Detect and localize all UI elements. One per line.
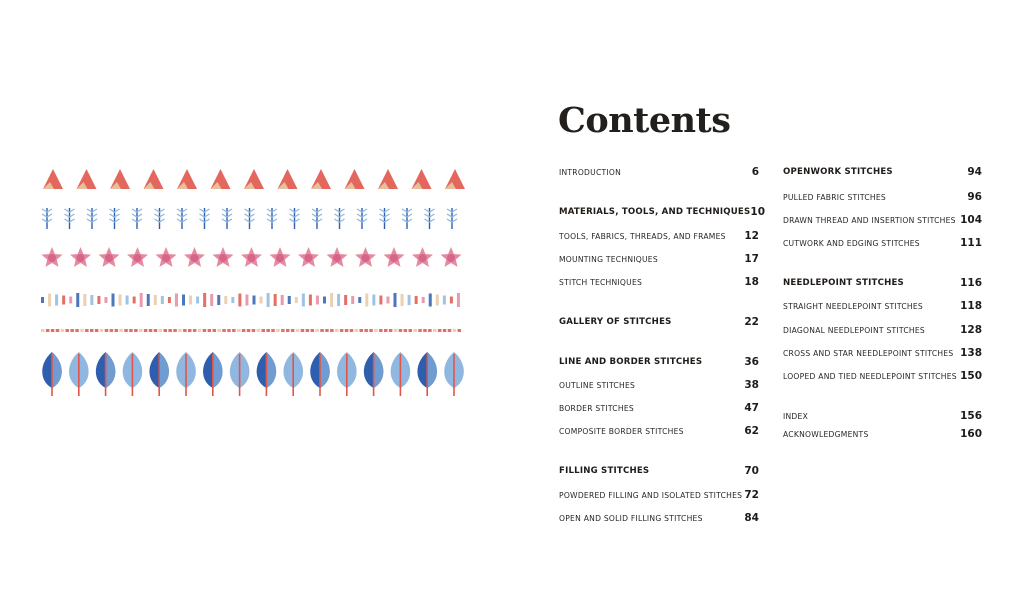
toc-entry-label: OPENWORK STITCHES (783, 167, 893, 177)
toc-entry-label: FILLING STITCHES (559, 466, 650, 476)
toc-entry-page-number: 62 (744, 425, 759, 437)
toc-entry-label: OUTLINE STITCHES (559, 380, 636, 390)
border-stitch-icon (61, 329, 65, 332)
border-stitch-icon (296, 329, 300, 332)
border-stitch-icon (164, 329, 168, 332)
bar-stitch-icon (330, 293, 333, 307)
toc-entry (559, 487, 759, 503)
toc-entry-label: INDEX (783, 411, 809, 421)
leaf-motif-icon (400, 352, 410, 388)
leaf-motif-icon (347, 352, 357, 388)
bar-stitch-icon (154, 295, 157, 305)
toc-entry (783, 275, 982, 291)
border-stitch-icon (75, 329, 79, 332)
border-stitch-icon (286, 329, 290, 332)
toc-entry-page-number: 6 (751, 166, 759, 178)
leaf-motif-icon (213, 352, 223, 388)
border-stitch-icon (95, 329, 99, 332)
flower-motif-icon (48, 254, 56, 262)
border-stitch-icon (325, 329, 329, 332)
toc-entry-label: STITCH TECHNIQUES (559, 277, 643, 287)
toc-entry (559, 228, 759, 244)
toc-entry (559, 251, 759, 267)
bar-stitch-icon (394, 293, 397, 307)
embroidery-sampler-illustration (38, 166, 468, 401)
toc-entry-label: POWDERED FILLING AND ISOLATED STITCHES (559, 490, 743, 500)
bar-stitch-icon (83, 294, 86, 306)
bar-stitch-icon (295, 297, 298, 303)
bar-stitch-icon (161, 296, 164, 304)
page-title: Contents (558, 100, 731, 141)
bar-stitch-icon (457, 293, 460, 307)
bar-stitch-icon (316, 296, 319, 305)
toc-entry-label: LOOPED AND TIED NEEDLEPOINT STITCHES (783, 371, 957, 381)
toc-entry (783, 408, 982, 424)
border-stitch-icon (453, 329, 457, 332)
toc-entry-page-number: 18 (744, 276, 759, 288)
bar-stitch-icon (238, 294, 241, 307)
toc-entry-page-number: 47 (744, 402, 759, 414)
flower-motif-icon (447, 254, 455, 262)
border-stitch-icon (379, 329, 383, 332)
border-stitch-icon (80, 329, 84, 332)
border-stitch-icon (173, 329, 177, 332)
flower-motif-icon (248, 254, 256, 262)
toc-entry (783, 164, 982, 180)
toc-entry-page-number: 17 (744, 253, 759, 265)
flower-motif-icon (134, 254, 142, 262)
bar-stitch-icon (182, 295, 185, 306)
leaf-motif-icon (106, 352, 116, 388)
bar-stitch-icon (196, 297, 199, 304)
border-stitch-icon (222, 329, 226, 332)
bar-stitch-icon (365, 294, 368, 307)
border-stitch-icon (257, 329, 261, 332)
toc-entry (783, 235, 982, 251)
border-stitch-icon (438, 329, 442, 332)
bar-stitch-icon (267, 293, 270, 307)
flower-motif-icon (333, 254, 341, 262)
toc-entry (783, 426, 982, 442)
border-stitch-icon (227, 329, 231, 332)
toc-entry-label: STRAIGHT NEEDLEPOINT STITCHES (783, 301, 923, 311)
bar-stitch-icon (69, 297, 72, 304)
border-stitch-icon (266, 329, 270, 332)
border-stitch-icon (154, 329, 158, 332)
border-stitch-icon (237, 329, 241, 332)
toc-entry-label: GALLERY OF STITCHES (559, 317, 672, 327)
border-stitch-icon (159, 329, 163, 332)
toc-entry-label: CROSS AND STAR NEEDLEPOINT STITCHES (783, 348, 954, 358)
toc-entry (783, 368, 982, 384)
bar-stitch-icon (217, 295, 220, 305)
toc-entry-page-number: 96 (967, 191, 982, 203)
bar-stitch-icon (48, 294, 51, 307)
leaf-motif-icon (186, 352, 196, 388)
bar-stitch-icon (231, 297, 234, 303)
bar-stitch-icon (253, 296, 256, 305)
leaf-motif-icon (159, 352, 169, 388)
border-stitch-icon (281, 329, 285, 332)
border-stitch-icon (105, 329, 109, 332)
border-stitch-icon (139, 329, 143, 332)
border-stitch-icon (124, 329, 128, 332)
flower-motif-icon (77, 254, 85, 262)
border-stitch-icon (129, 329, 133, 332)
toc-entry-label: MATERIALS, TOOLS, AND TECHNIQUES (559, 207, 751, 217)
border-stitch-icon (46, 329, 50, 332)
toc-entry-label: DIAGONAL NEEDLEPOINT STITCHES (783, 325, 925, 335)
bar-stitch-icon (62, 296, 65, 305)
toc-entry-label: INTRODUCTION (559, 167, 622, 177)
toc-entry (559, 463, 759, 479)
border-stitch-icon (315, 329, 319, 332)
toc-entry-page-number: 94 (967, 166, 982, 178)
toc-entry (559, 400, 759, 416)
bar-stitch-icon (97, 296, 100, 304)
toc-entry (559, 423, 759, 439)
bar-stitch-icon (443, 296, 446, 305)
flower-motif-icon (305, 254, 313, 262)
flower-motif-icon (362, 254, 370, 262)
bar-stitch-icon (260, 297, 263, 304)
border-stitch-icon (217, 329, 221, 332)
border-stitch-icon (271, 329, 275, 332)
border-stitch-icon (51, 329, 55, 332)
border-stitch-icon (306, 329, 310, 332)
toc-entry (783, 189, 982, 205)
border-stitch-icon (423, 329, 427, 332)
leaf-motif-icon (266, 352, 276, 388)
leaf-motif-icon (427, 352, 437, 388)
toc-entry-label: DRAWN THREAD AND INSERTION STITCHES (783, 215, 956, 225)
toc-entry-label: TOOLS, FABRICS, THREADS, AND FRAMES (559, 231, 726, 241)
toc-entry-page-number: 10 (750, 206, 766, 218)
border-stitch-icon (413, 329, 417, 332)
border-stitch-icon (242, 329, 246, 332)
border-stitch-icon (345, 329, 349, 332)
border-stitch-icon (41, 329, 45, 332)
border-stitch-icon (276, 329, 280, 332)
flower-motif-icon (219, 254, 227, 262)
border-stitch-icon (90, 329, 94, 332)
border-stitch-icon (389, 329, 393, 332)
toc-entry-page-number: 128 (960, 324, 982, 336)
border-stitch-icon (340, 329, 344, 332)
border-stitch-icon (418, 329, 422, 332)
border-stitch-icon (433, 329, 437, 332)
border-stitch-icon (374, 329, 378, 332)
border-stitch-icon (149, 329, 153, 332)
border-stitch-icon (364, 329, 368, 332)
border-stitch-icon (291, 329, 295, 332)
border-stitch-icon (70, 329, 74, 332)
bar-stitch-icon (210, 294, 213, 306)
toc-entry-label: CUTWORK AND EDGING STITCHES (783, 238, 920, 248)
border-stitch-icon (188, 329, 192, 332)
toc-entry-page-number: 36 (744, 356, 759, 368)
bar-stitch-icon (112, 294, 115, 307)
toc-entry (783, 322, 982, 338)
border-stitch-icon (119, 329, 123, 332)
toc-entry-page-number: 38 (744, 379, 759, 391)
bar-stitch-icon (288, 296, 291, 304)
bar-stitch-icon (203, 293, 206, 307)
border-stitch-icon (56, 329, 60, 332)
border-stitch-icon (208, 329, 212, 332)
border-stitch-icon (301, 329, 305, 332)
toc-entry-page-number: 72 (744, 489, 759, 501)
bar-stitch-icon (119, 295, 122, 306)
bar-stitch-icon (302, 294, 305, 307)
toc-entry (559, 164, 759, 180)
border-stitch-icon (100, 329, 104, 332)
toc-entry (559, 274, 759, 290)
toc-entry (559, 510, 759, 526)
bar-stitch-icon (372, 295, 375, 306)
bar-stitch-icon (386, 297, 389, 304)
border-stitch-icon (203, 329, 207, 332)
border-stitch-icon (178, 329, 182, 332)
bar-stitch-icon (133, 297, 136, 304)
toc-entry-label: MOUNTING TECHNIQUES (559, 254, 658, 264)
border-stitch-icon (252, 329, 256, 332)
bar-stitch-icon (337, 294, 340, 306)
stitch-rows-graphic (38, 166, 468, 401)
bar-stitch-icon (76, 293, 79, 307)
border-stitch-icon (399, 329, 403, 332)
toc-entry-page-number: 118 (960, 300, 982, 312)
border-stitch-icon (247, 329, 251, 332)
border-stitch-icon (213, 329, 217, 332)
border-stitch-icon (320, 329, 324, 332)
toc-entry-label: LINE AND BORDER STITCHES (559, 357, 703, 367)
bar-stitch-icon (422, 297, 425, 303)
bar-stitch-icon (401, 294, 404, 306)
bar-stitch-icon (104, 297, 107, 303)
flower-motif-icon (276, 254, 284, 262)
border-stitch-icon (335, 329, 339, 332)
bar-stitch-icon (429, 294, 432, 307)
bar-stitch-icon (358, 297, 361, 303)
toc-entry (559, 204, 766, 220)
toc-entry-label: NEEDLEPOINT STITCHES (783, 278, 904, 288)
toc-entry-page-number: 70 (744, 465, 759, 477)
leaf-motif-icon (374, 352, 384, 388)
leaf-motif-icon (240, 352, 250, 388)
leaf-motif-icon (320, 352, 330, 388)
toc-entry-page-number: 84 (744, 512, 759, 524)
border-stitch-icon (110, 329, 114, 332)
bar-stitch-icon (351, 296, 354, 304)
border-stitch-icon (350, 329, 354, 332)
border-stitch-icon (232, 329, 236, 332)
border-stitch-icon (458, 329, 462, 332)
bar-stitch-icon (450, 297, 453, 304)
toc-entry-label: OPEN AND SOLID FILLING STITCHES (559, 513, 703, 523)
bar-stitch-icon (274, 294, 277, 306)
border-stitch-icon (428, 329, 432, 332)
bar-stitch-icon (309, 295, 312, 306)
border-stitch-icon (448, 329, 452, 332)
toc-entry (783, 298, 982, 314)
border-stitch-icon (134, 329, 138, 332)
border-stitch-icon (355, 329, 359, 332)
toc-entry (559, 377, 759, 393)
toc-entry-page-number: 12 (744, 230, 759, 242)
bar-stitch-icon (189, 296, 192, 305)
border-stitch-icon (193, 329, 197, 332)
toc-entry-page-number: 156 (960, 410, 982, 422)
bar-stitch-icon (379, 296, 382, 305)
bar-stitch-icon (408, 295, 411, 305)
bar-stitch-icon (90, 295, 93, 305)
toc-entry (783, 212, 982, 228)
flower-motif-icon (105, 254, 113, 262)
border-stitch-icon (115, 329, 119, 332)
bar-stitch-icon (415, 296, 418, 304)
border-stitch-icon (144, 329, 148, 332)
flower-motif-icon (191, 254, 199, 262)
border-stitch-icon (443, 329, 447, 332)
leaf-motif-icon (52, 352, 62, 388)
bar-stitch-icon (147, 294, 150, 306)
flower-motif-icon (390, 254, 398, 262)
toc-entry-page-number: 116 (960, 277, 982, 289)
leaf-motif-icon (293, 352, 303, 388)
bar-stitch-icon (436, 295, 439, 306)
toc-entry-label: PULLED FABRIC STITCHES (783, 192, 886, 202)
border-stitch-icon (168, 329, 172, 332)
toc-entry-label: COMPOSITE BORDER STITCHES (559, 426, 684, 436)
bar-stitch-icon (224, 296, 227, 304)
toc-entry-page-number: 111 (960, 237, 982, 249)
toc-entry-page-number: 104 (960, 214, 982, 226)
toc-entry (559, 354, 759, 370)
border-stitch-icon (66, 329, 70, 332)
toc-entry-page-number: 22 (744, 316, 759, 328)
bar-stitch-icon (323, 297, 326, 304)
border-stitch-icon (404, 329, 408, 332)
toc-entry-label: BORDER STITCHES (559, 403, 634, 413)
bar-stitch-icon (344, 295, 347, 305)
bar-stitch-icon (175, 294, 178, 307)
toc-entry (783, 345, 982, 361)
toc-entry-label: ACKNOWLEDGMENTS (783, 429, 869, 439)
bar-stitch-icon (245, 295, 248, 306)
toc-entry-page-number: 138 (960, 347, 982, 359)
border-stitch-icon (262, 329, 266, 332)
border-stitch-icon (369, 329, 373, 332)
toc-entry-page-number: 160 (960, 428, 982, 440)
toc-entry (559, 314, 759, 330)
border-stitch-icon (311, 329, 315, 332)
flower-motif-icon (419, 254, 427, 262)
bar-stitch-icon (168, 297, 171, 303)
border-stitch-icon (198, 329, 202, 332)
leaf-motif-icon (454, 352, 464, 388)
leaf-motif-icon (132, 352, 142, 388)
flower-motif-icon (162, 254, 170, 262)
border-stitch-icon (330, 329, 334, 332)
toc-entry-page-number: 150 (960, 370, 982, 382)
border-stitch-icon (85, 329, 89, 332)
bar-stitch-icon (126, 296, 129, 305)
bar-stitch-icon (55, 295, 58, 306)
border-stitch-icon (384, 329, 388, 332)
border-stitch-icon (409, 329, 413, 332)
border-stitch-icon (360, 329, 364, 332)
border-stitch-icon (394, 329, 398, 332)
bar-stitch-icon (281, 295, 284, 305)
bar-stitch-icon (41, 297, 44, 303)
leaf-motif-icon (79, 352, 89, 388)
bar-stitch-icon (140, 293, 143, 307)
border-stitch-icon (183, 329, 187, 332)
